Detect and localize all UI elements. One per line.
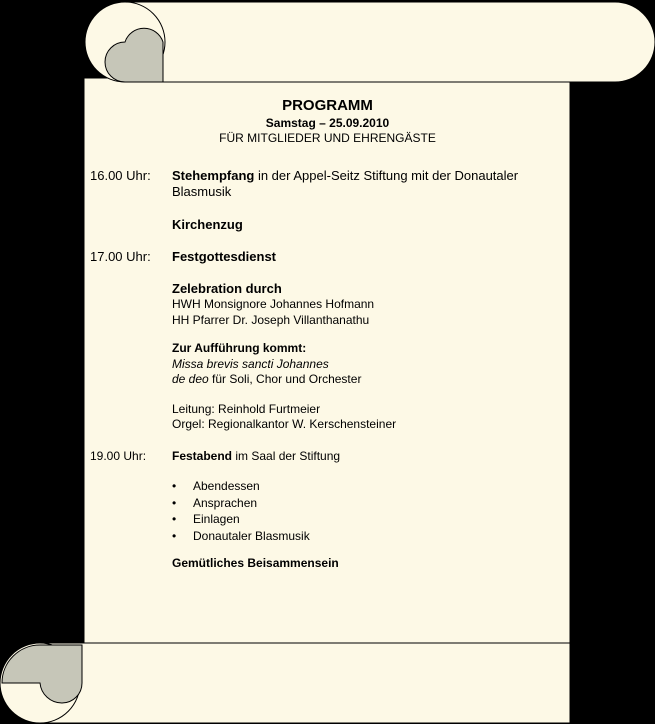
- list-item: • Donautaler Blasmusik: [172, 528, 310, 545]
- celebrant-2: HH Pfarrer Dr. Joseph Villanthanathu: [172, 313, 370, 327]
- list-item: • Ansprachen: [172, 495, 310, 512]
- festgottesdienst: Festgottesdienst: [172, 249, 277, 264]
- auffuehrung: Zur Aufführung kommt:: [172, 341, 307, 355]
- mass-line2-rest: für Soli, Chor und Orchester: [208, 372, 362, 386]
- celebrant-1: HWH Monsignore Johannes Hofmann: [172, 297, 375, 311]
- item-stehempfang: [172, 168, 518, 183]
- mass-line2: [172, 372, 361, 386]
- list-item: • Einlagen: [172, 511, 310, 528]
- orgel: Orgel: Regionalkantor W. Kerschensteiner: [172, 417, 397, 431]
- closing: Gemütliches Beisammensein: [172, 556, 339, 570]
- page-title: PROGRAMM: [282, 97, 373, 114]
- stehempfang-bold: Stehempfang: [172, 168, 255, 183]
- stehempfang-rest: in der Appel-Seitz Stiftung mit der Donautaler: [254, 168, 519, 183]
- time-19: 19.00 Uhr:: [90, 449, 147, 463]
- mass-line1: Missa brevis sancti Johannes: [172, 357, 329, 371]
- time-16: 16.00 Uhr:: [90, 168, 151, 183]
- audience: FÜR MITGLIEDER UND EHRENGÄSTE: [219, 131, 436, 145]
- list-item: • Abendessen: [172, 478, 310, 495]
- festabend-rest: im Saal der Stiftung: [232, 449, 341, 463]
- kirchenzug: Kirchenzug: [172, 217, 243, 232]
- zelebration: Zelebration durch: [172, 281, 282, 296]
- festabend-bold: Festabend: [172, 449, 233, 463]
- festabend-list: [172, 478, 310, 544]
- mass-line2-italic: de deo: [172, 372, 209, 386]
- event-date: Samstag – 25.09.2010: [265, 116, 390, 130]
- stehempfang-line2: Blasmusik: [172, 184, 232, 199]
- time-17: 17.00 Uhr:: [90, 249, 151, 264]
- festabend: [172, 449, 340, 463]
- leitung: Leitung: Reinhold Furtmeier: [172, 402, 321, 416]
